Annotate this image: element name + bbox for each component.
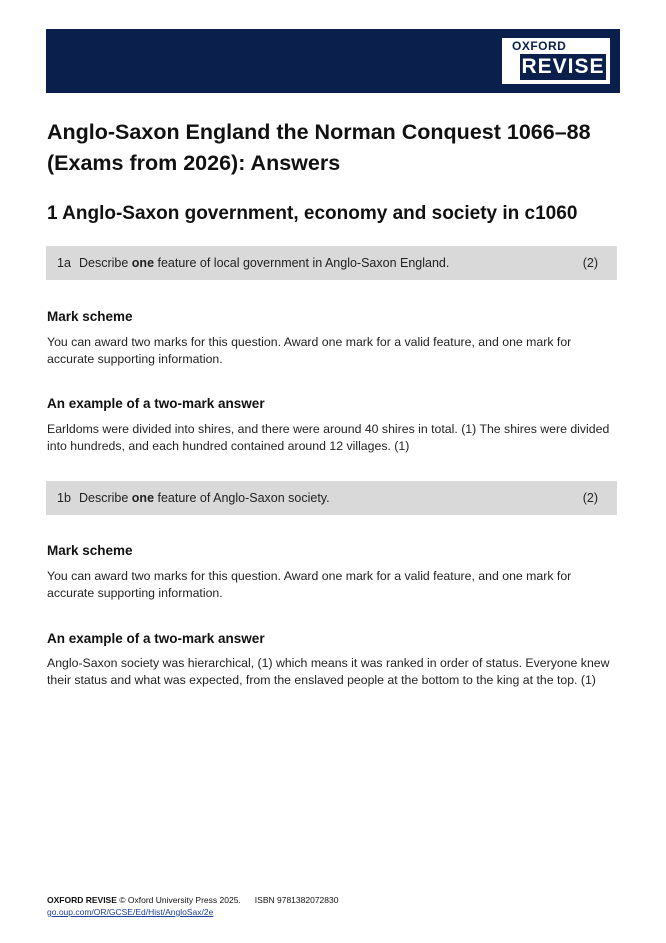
header-band (46, 29, 620, 93)
oxford-revise-logo (502, 38, 610, 84)
footer-isbn: ISBN 9781382072830 (254, 895, 339, 905)
question-bar-1a (46, 246, 617, 280)
footer (47, 894, 338, 918)
question-number: 1a (57, 256, 71, 270)
footer-line (47, 894, 338, 906)
mark-scheme-heading: Mark scheme (47, 543, 133, 558)
question-number: 1b (57, 491, 71, 505)
document-title (47, 117, 627, 179)
footer-copyright: © Oxford University Press 2025. (116, 895, 241, 905)
question-text: Describe one feature of local government in Anglo-Saxon England. (79, 256, 450, 270)
question-marks: (2) (582, 491, 598, 505)
footer-brand: OXFORD REVISE (47, 895, 117, 905)
mark-scheme-text: You can award two marks for this question. Award one mark for a valid feature, and one mark for accurate supporting information. (47, 335, 572, 366)
logo-top-text: OXFORD (512, 39, 567, 53)
logo-bottom-text: REVISE (521, 55, 605, 78)
question-marks: (2) (582, 256, 598, 270)
question-bar-1b (46, 481, 617, 515)
footer-link[interactable]: go.oup.com/OR/GCSE/Ed/Hist/AngloSax/2e (47, 907, 214, 917)
mark-scheme-heading: Mark scheme (47, 309, 133, 324)
document-title-line2: (Exams from 2026): Answers (47, 151, 341, 175)
document-title-line1: Anglo-Saxon England the Norman Conquest 1066–88 (47, 120, 591, 144)
example-answer-text: Earldoms were divided into shires, and there were around 40 shires in total. (1) The shires were divided into hundreds, and each hundred contained around 12 villages. (1) (47, 422, 610, 453)
section-heading: 1 Anglo-Saxon government, economy and society in c1060 (47, 203, 578, 224)
question-text: Describe one feature of Anglo-Saxon society. (79, 491, 330, 505)
example-answer-heading: An example of a two-mark answer (47, 396, 265, 411)
example-answer-heading: An example of a two-mark answer (47, 631, 265, 646)
example-answer-text: Anglo-Saxon society was hierarchical, (1) which means it was ranked in order of status. Everyone knew their status and what was expected, from the enslaved people at the bottom to the king at the top. (1) (47, 656, 610, 687)
mark-scheme-text: You can award two marks for this question. Award one mark for a valid feature, and one mark for accurate supporting information. (47, 569, 572, 600)
